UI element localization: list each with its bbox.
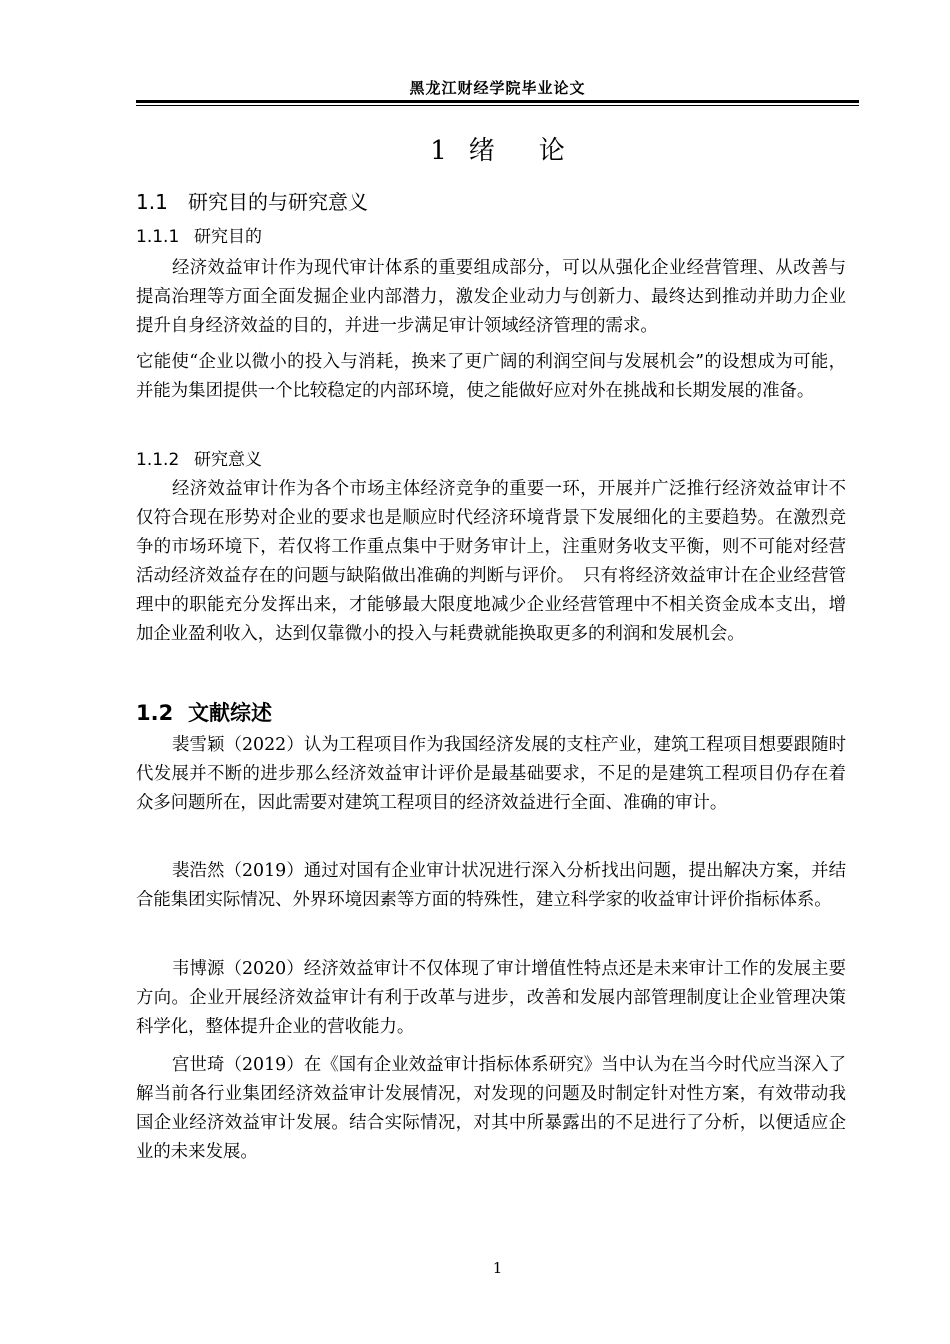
chapter-number: 1 (430, 136, 447, 166)
section-title: 文献综述 (188, 701, 272, 725)
page-number: 1 (492, 1259, 503, 1277)
chapter-title-part1: 绪 (468, 136, 495, 166)
subsection-heading-1-1-1 (136, 226, 262, 248)
header-rule-thick (136, 100, 859, 103)
section-title: 研究目的与研究意义 (188, 190, 368, 214)
subsection-title: 研究目的 (194, 227, 262, 247)
subsection-number: 1.1.2 (136, 450, 180, 470)
paragraph-significance: 经济效益审计作为各个市场主体经济竞争的重要一环，开展并广泛推行经济效益审计不仅符合现在形势对企业的要求也是顺应时代经济环境背景下发展细化的主要趋势。在激烈竞争的市场环境下，若仅将工作重点集中于财务审计上，注重财务收支平衡，则不可能对经营活动经济效益存在的问题与缺陷做出准确的判断与评价。 只有将经济效益审计在企业经营管理中的职能充分发挥出来，才能够最大限度地减少企业经营管理中不相关资金成本支出，增加企业盈利收入，达到仅靠微小的投入与耗费就能换取更多的利润和发展机会。 (136, 479, 846, 644)
chapter-title-part2: 论 (538, 136, 565, 166)
section-heading-1-2 (136, 700, 272, 726)
paragraph-review-3: 韦博源（2020）经济效益审计不仅体现了审计增值性特点还是未来审计工作的发展主要方向。企业开展经济效益审计有利于改革与进步，改善和发展内部管理制度让企业管理决策科学化，整体提升企业的营收能力。 (136, 959, 846, 1037)
paragraph-purpose-2: 它能使“企业以微小的投入与消耗，换来了更广阔的利润空间与发展机会”的设想成为可能，并能为集团提供一个比较稳定的内部环境，使之能做好应对外在挑战和长期发展的准备。 (136, 352, 846, 401)
section-number: 1.2 (136, 701, 174, 725)
header-rule-thin (136, 105, 859, 106)
paragraph-review-1: 裴雪颖（2022）认为工程项目作为我国经济发展的支柱产业，建筑工程项目想要跟随时代发展并不断的进步那么经济效益审计评价是最基础要求，不足的是建筑工程项目仍存在着众多问题所在，因此需要对建筑工程项目的经济效益进行全面、准确的审计。 (136, 735, 846, 813)
subsection-title: 研究意义 (194, 450, 262, 470)
running-header: 黑龙江财经学院毕业论文 (409, 79, 586, 97)
subsection-heading-1-1-2 (136, 449, 262, 471)
section-number: 1.1 (136, 190, 168, 214)
paragraph-review-2: 裴浩然（2019）通过对国有企业审计状况进行深入分析找出问题，提出解决方案，并结合能集团实际情况、外界环境因素等方面的特殊性，建立科学家的收益审计评价指标体系。 (136, 861, 846, 910)
chapter-title (136, 134, 859, 168)
subsection-number: 1.1.1 (136, 227, 180, 247)
paragraph-review-4: 宫世琦（2019）在《国有企业效益审计指标体系研究》当中认为在当今时代应当深入了解当前各行业集团经济效益审计发展情况，对发现的问题及时制定针对性方案，有效带动我国企业经济效益审计发展。结合实际情况，对其中所暴露出的不足进行了分析，以便适应企业的未来发展。 (136, 1055, 846, 1162)
paragraph-purpose-1: 经济效益审计作为现代审计体系的重要组成部分，可以从强化企业经营管理、从改善与提高治理等方面全面发掘企业内部潜力，激发企业动力与创新力、最终达到推动并助力企业提升自身经济效益的目的，并进一步满足审计领域经济管理的需求。 (136, 258, 846, 336)
section-heading-1-1 (136, 189, 368, 215)
